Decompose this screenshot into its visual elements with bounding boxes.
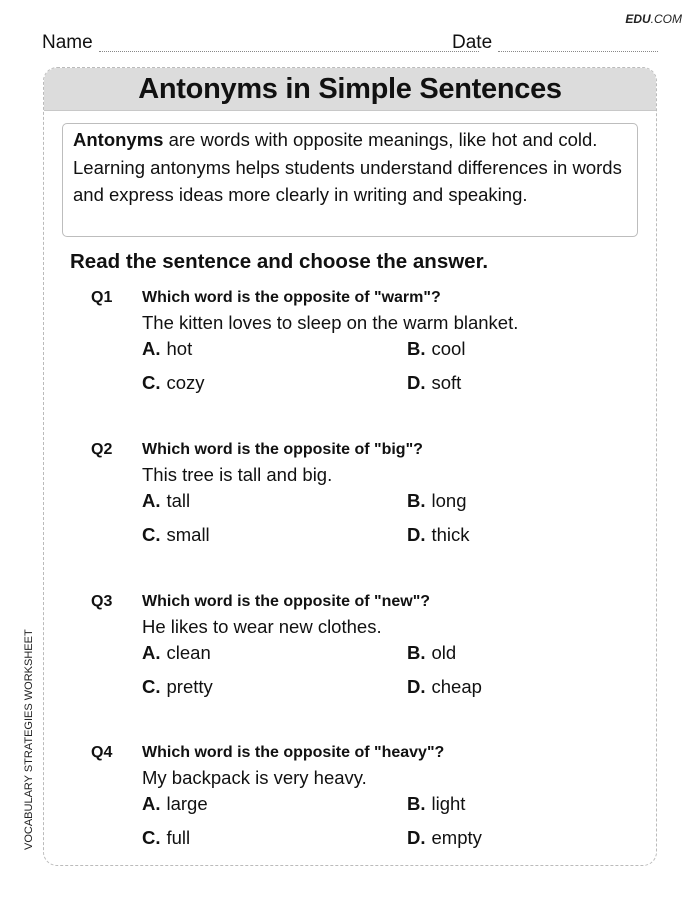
option-c[interactable] [142,827,190,849]
option-text: tall [166,490,191,511]
option-text: full [166,827,191,848]
option-letter: C. [142,524,161,545]
name-label: Name [42,32,93,53]
option-letter: B. [407,338,426,359]
option-letter: D. [407,524,426,545]
option-text: hot [166,338,193,359]
worksheet-title: Antonyms in Simple Sentences [44,68,656,111]
option-d[interactable] [407,372,461,394]
option-text: old [431,642,457,663]
brand-logo [625,12,682,26]
option-letter: C. [142,676,161,697]
brand-rest: .COM [650,12,682,26]
question-sentence: My backpack is very heavy. [142,767,367,788]
name-field[interactable] [99,51,479,52]
option-letter: A. [142,642,161,663]
option-b[interactable] [407,490,466,512]
question-sentence: He likes to wear new clothes. [142,616,382,637]
option-letter: D. [407,372,426,393]
brand-bold: EDU [625,12,651,26]
option-a[interactable] [142,338,192,360]
intro-box [62,123,638,237]
option-text: long [431,490,467,511]
option-c[interactable] [142,372,205,394]
option-a[interactable] [142,793,208,815]
option-d[interactable] [407,676,482,698]
option-text: soft [431,372,462,393]
option-text: light [431,793,466,814]
side-label: VOCABULARY STRATEGIES WORKSHEET [23,629,35,850]
option-d[interactable] [407,524,470,546]
name-date-row [42,30,658,54]
question-prompt: Which word is the opposite of "big"? [142,441,423,458]
question-prompt: Which word is the opposite of "new"? [142,593,431,610]
option-text: cozy [166,372,205,393]
date-label: Date [452,32,493,53]
option-c[interactable] [142,676,213,698]
option-c[interactable] [142,524,210,546]
option-letter: B. [407,793,426,814]
option-text: cool [431,338,466,359]
option-d[interactable] [407,827,482,849]
option-b[interactable] [407,793,465,815]
option-text: clean [166,642,211,663]
option-letter: C. [142,827,161,848]
option-a[interactable] [142,642,211,664]
intro-text: are words with opposite meanings, like hot and cold. Learning antonyms helps students understand differences in words and express ideas more clearly in writing and speaking. [73,129,622,205]
option-letter: D. [407,827,426,848]
option-letter: B. [407,642,426,663]
date-field[interactable] [498,51,658,52]
question-sentence: This tree is tall and big. [142,464,333,485]
option-letter: B. [407,490,426,511]
option-letter: A. [142,793,161,814]
option-text: small [166,524,210,545]
question-number: Q3 [91,593,113,610]
option-text: cheap [431,676,482,697]
option-letter: A. [142,338,161,359]
option-letter: C. [142,372,161,393]
worksheet-frame [43,67,657,866]
question-prompt: Which word is the opposite of "heavy"? [142,744,445,761]
question-number: Q4 [91,744,113,761]
option-text: thick [431,524,470,545]
option-text: large [166,793,208,814]
option-a[interactable] [142,490,190,512]
instruction: Read the sentence and choose the answer. [70,250,489,273]
question-number: Q1 [91,289,113,306]
intro-term: Antonyms [73,129,164,150]
question-prompt: Which word is the opposite of "warm"? [142,289,441,306]
option-text: pretty [166,676,213,697]
option-text: empty [431,827,482,848]
question-sentence: The kitten loves to sleep on the warm blanket. [142,312,519,333]
option-letter: D. [407,676,426,697]
option-b[interactable] [407,642,456,664]
question-number: Q2 [91,441,113,458]
option-letter: A. [142,490,161,511]
option-b[interactable] [407,338,465,360]
